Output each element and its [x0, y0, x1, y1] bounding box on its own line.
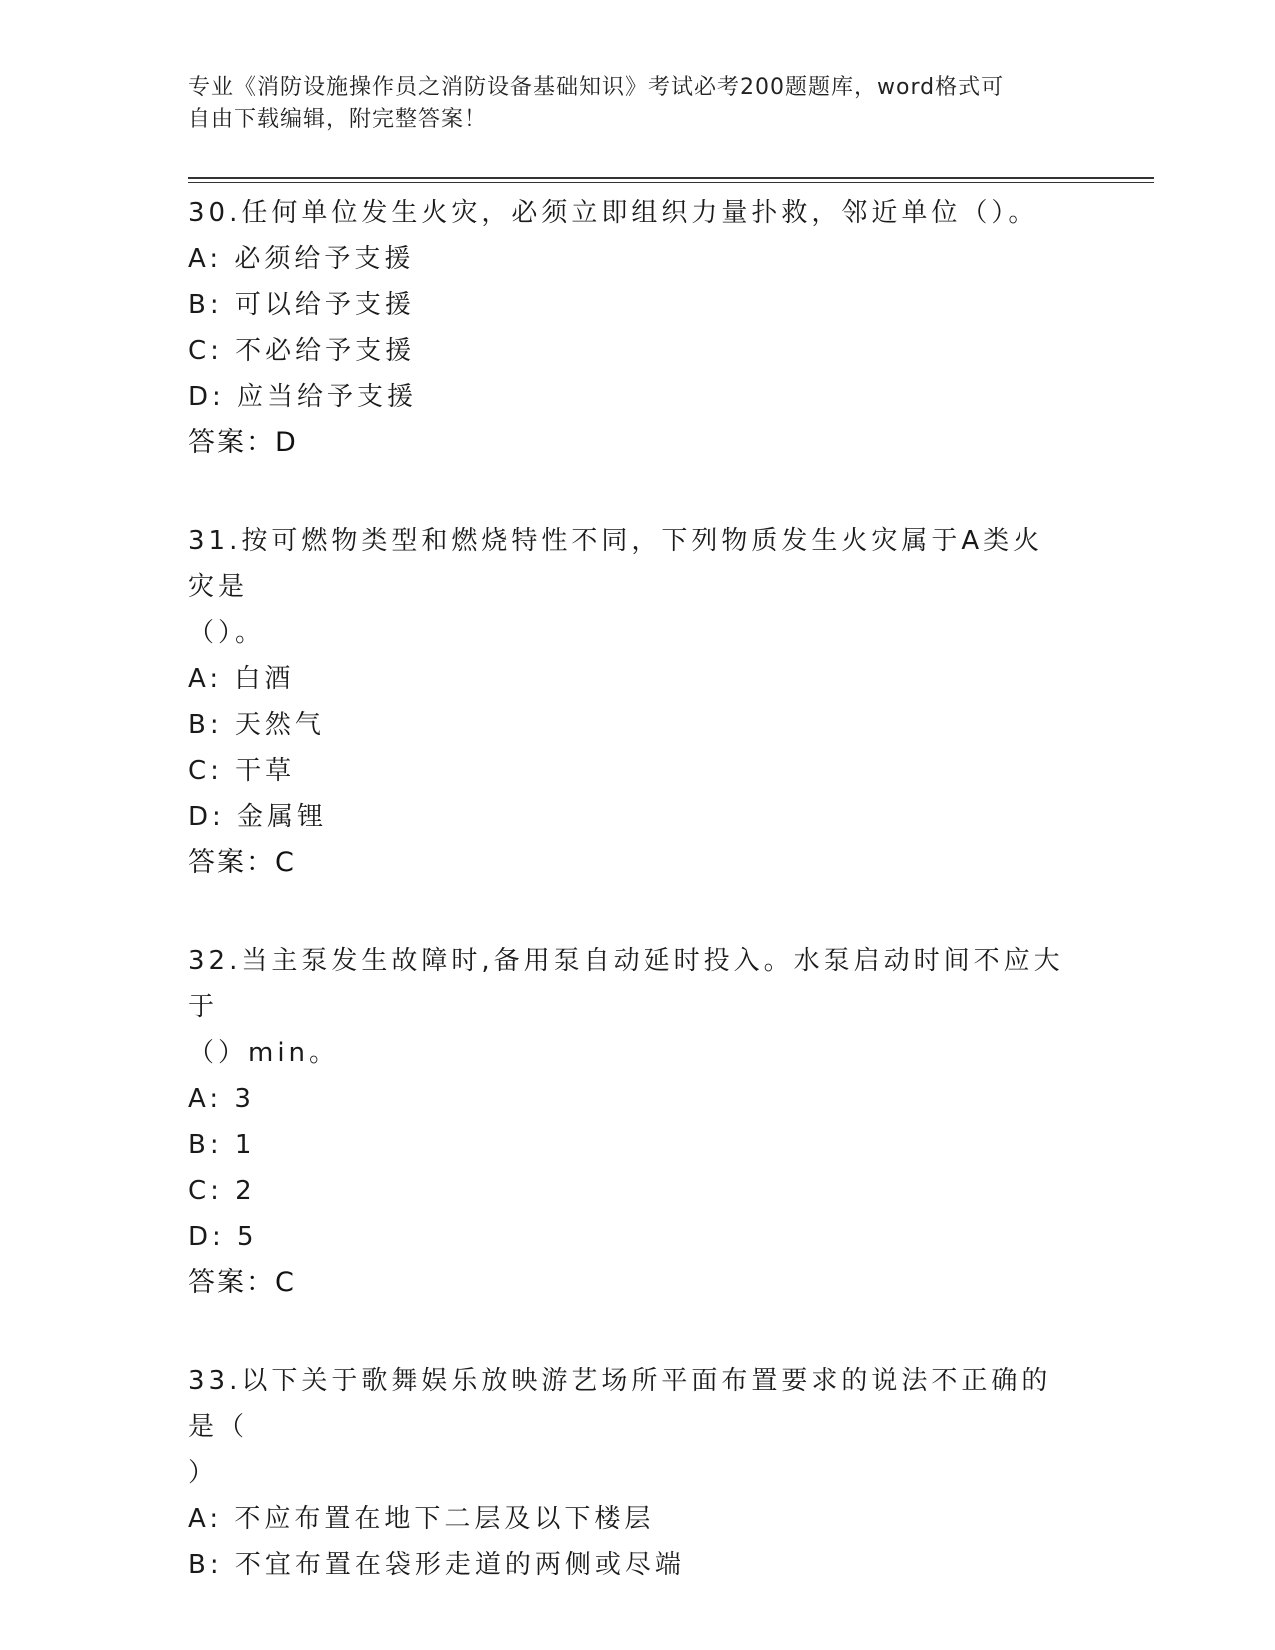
option-a: A: 不应布置在地下二层及以下楼层	[188, 1504, 655, 1534]
question-33	[188, 1358, 1088, 1588]
option-b: B: 天然气	[188, 710, 325, 740]
option-d: D: 金属锂	[188, 802, 328, 832]
question-stem-line: 30.任何单位发生火灾，必须立即组织力量扑救，邻近单位（）。	[188, 198, 1039, 228]
answer-label: 答案：C	[188, 847, 296, 878]
option-c: C: 干草	[188, 756, 296, 786]
option-d: D: 5	[188, 1222, 258, 1252]
header-line-1: 专业《消防设施操作员之消防设备基础知识》考试必考200题题库，word格式可	[188, 75, 1005, 100]
question-30	[188, 190, 1088, 466]
question-list	[188, 190, 1088, 1640]
question-stem-line: （）min。	[188, 1038, 340, 1068]
option-c: C: 2	[188, 1176, 256, 1206]
answer-label: 答案：D	[188, 427, 298, 458]
answer-label: 答案：C	[188, 1267, 296, 1298]
question-stem-line: （）。	[188, 618, 266, 648]
option-b: B: 1	[188, 1130, 256, 1160]
option-a: A: 白酒	[188, 664, 295, 694]
question-stem-line: 31.按可燃物类型和燃烧特性不同，下列物质发生火灾属于A类火灾是	[188, 526, 1044, 602]
option-d: D: 应当给予支援	[188, 382, 418, 412]
question-31	[188, 518, 1088, 886]
question-stem-line: 32.当主泵发生故障时,备用泵自动延时投入。水泵启动时间不应大于	[188, 946, 1064, 1022]
question-stem-line: ）	[188, 1458, 219, 1488]
option-b: B: 可以给予支援	[188, 290, 415, 320]
option-c: C: 不必给予支援	[188, 336, 416, 366]
document-header	[188, 72, 1068, 136]
option-b: B: 不宜布置在袋形走道的两侧或尽端	[188, 1550, 685, 1580]
header-divider-thick	[188, 177, 1154, 179]
header-line-2: 自由下载编辑，附完整答案！	[188, 107, 488, 132]
option-a: A: 必须给予支援	[188, 244, 415, 274]
header-divider-thin	[188, 182, 1154, 183]
question-32	[188, 938, 1088, 1306]
option-a: A: 3	[188, 1084, 255, 1114]
question-stem-line: 33.以下关于歌舞娱乐放映游艺场所平面布置要求的说法不正确的是（	[188, 1366, 1052, 1442]
